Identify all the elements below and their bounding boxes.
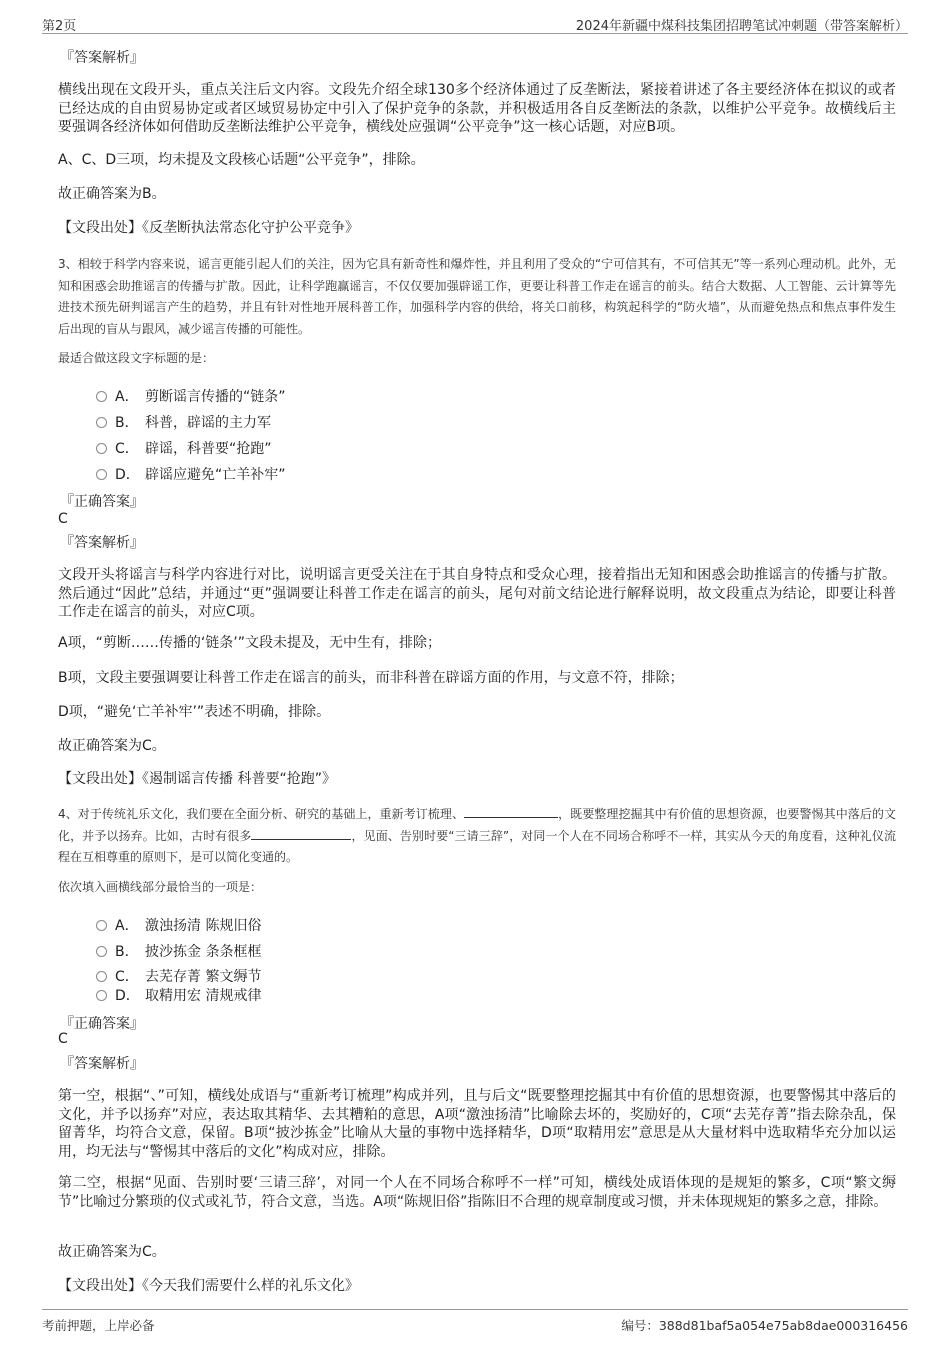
footer-serial: 编号：388d81baf5a054e75ab8dae000316456 xyxy=(621,1318,908,1333)
q4-conclusion: 故正确答案为C。 xyxy=(58,1244,166,1260)
q3-correct-label: 『正确答案』 xyxy=(60,494,144,510)
q3-option-c[interactable]: C． 辟谣，科普要“抢跑” xyxy=(96,438,272,458)
q4-option-b[interactable]: B． 披沙拣金 条条框框 xyxy=(96,941,261,961)
radio-icon[interactable] xyxy=(96,920,107,931)
q3-option-d[interactable]: D． 辟谣应避免“亡羊补牢” xyxy=(96,464,286,484)
q4-prompt: 依次填入画横线部分最恰当的一项是： xyxy=(58,880,263,894)
q4-analysis-label: 『答案解析』 xyxy=(60,1056,144,1072)
q3-conclusion: 故正确答案为C。 xyxy=(58,738,166,754)
q3-option-b[interactable]: B． 科普，辟谣的主力军 xyxy=(96,412,271,432)
q3-analysis-paragraph: 文段开头将谣言与科学内容进行对比，说明谣言更受关注在于其自身特点和受众心理，接着指出无知和困惑会助推谣言的传播与扩散。然后通过“因此”总结，并通过“更”强调要让科普工作走在谣言的前头，尾句对前文结论进行解释说明，故文段重点为结论，即要让科普工作走在谣言的前头，对应C项。 xyxy=(58,567,896,620)
q4-blank-2 xyxy=(251,827,351,840)
page-footer xyxy=(42,1309,908,1338)
q2-source: 【文段出处】《反垄断执法常态化守护公平竞争》 xyxy=(58,220,359,236)
q3-note-b: B项，文段主要强调要让科普工作走在谣言的前头，而非科普在辟谣方面的作用，与文意不符，排除； xyxy=(58,670,684,686)
radio-icon[interactable] xyxy=(96,469,107,480)
q3-source: 【文段出处】《遏制谣言传播 科普要“抢跑”》 xyxy=(58,771,336,787)
radio-icon[interactable] xyxy=(96,990,107,1001)
radio-icon[interactable] xyxy=(96,443,107,454)
footer-slogan: 考前押题，上岸必备 xyxy=(42,1318,155,1333)
q4-option-a[interactable]: A． 激浊扬清 陈规旧俗 xyxy=(96,915,261,935)
radio-icon[interactable] xyxy=(96,391,107,402)
q4-analysis-paragraph-1: 第一空，根据“、”可知，横线处成语与“重新考订梳理”构成并列，且与后文“既要整理挖掘其中有价值的思想资源，也要警惕其中落后的文化，并予以扬弃”对应，表达取其精华、去其糟粕的意思，A项“激浊扬清”比喻除去坏的，奖励好的，C项“去芜存菁”指去除杂乱，保留菁华，均符合文意，保留。B项“披沙拣金”比喻从大量的事物中选择精华，D项“取精用宏”意思是从大量材料中选取精华充分加以运用，均无法与“警惕其中落后的文化”构成对应，排除。 xyxy=(58,1088,896,1160)
q2-conclusion: 故正确答案为B。 xyxy=(58,186,166,202)
q3-question-text: 3、相较于科学内容来说，谣言更能引起人们的关注，因为它具有新奇性和爆炸性，并且利用了受众的“宁可信其有，不可信其无”等一系列心理动机。此外，无知和困惑会助推谣言的传播与扩散。因此，让科学跑赢谣言，不仅仅要加强辟谣工作，更要让科普工作走在谣言的前头。结合大数据、人工智能、云计算等先进技术预先研判谣言产生的趋势，并且有针对性地开展科普工作，加强科学内容的供给，将关口前移，构筑起科学的“防火墙”，从而避免热点和焦点事件发生后出现的盲从与跟风，减少谣言传播的可能性。 xyxy=(58,257,896,336)
q4-analysis-paragraph-2: 第二空，根据“见面、告别时要‘三请三辞’，对同一个人在不同场合称呼不一样”可知，横线处成语体现的是规矩的繁多，C项“繁文缛节”比喻过分繁琐的仪式或礼节，符合文意，当选。A项“陈规旧俗”指陈旧不合理的规章制度或习惯，并未体现规矩的繁多之意，排除。 xyxy=(58,1175,896,1210)
q4-correct-label: 『正确答案』 xyxy=(60,1016,144,1032)
q4-option-d[interactable]: D． 取精用宏 清规戒律 xyxy=(96,985,261,1005)
q3-option-a[interactable]: A． 剪断谣言传播的“链条” xyxy=(96,386,286,406)
q4-source: 【文段出处】《今天我们需要什么样的礼乐文化》 xyxy=(58,1278,359,1294)
radio-icon[interactable] xyxy=(96,971,107,982)
q4-blank-1 xyxy=(464,805,558,818)
document-title: 2024年新疆中煤科技集团招聘笔试冲刺题（带答案解析） xyxy=(575,19,908,34)
q2-analysis-paragraph: 横线出现在文段开头，重点关注后文内容。文段先介绍全球130多个经济体通过了反垄断法，紧接着讲述了各主要经济体在拟议的或者已经达成的自由贸易协定或者区域贸易协定中引入了保护竞争的条款，并积极适用各自反垄断法的条款，以维护公平竞争。故横线后主要强调各经济体如何借助反垄断法维护公平竞争，横线处应强调“公平竞争”这一核心话题，对应B项。 xyxy=(58,82,896,135)
q2-exclusion: A、C、D三项，均未提及文段核心话题“公平竞争”，排除。 xyxy=(58,152,425,168)
q3-prompt: 最适合做这段文字标题的是： xyxy=(58,351,215,365)
q4-option-c[interactable]: C． 去芜存菁 繁文缛节 xyxy=(96,966,261,986)
page-number: 第2页 xyxy=(42,19,77,34)
q4-question-text: 4、对于传统礼乐文化，我们要在全面分析、研究的基础上，重新考订梳理、 ，既要整理挖掘其中有价值的思想资源，也要警惕其中落后的文化，并予以扬弃。比如，古时有很多 ，见面、告别时要“三请三辞”，对同一个人在不同场合称呼不一样，其实从今天的角度看，这种礼仪流程在互相尊重的原则下，是可以简化变通的。 xyxy=(58,807,896,864)
page-header xyxy=(42,11,908,34)
q4-correct-answer: C xyxy=(58,1031,68,1047)
q3-note-a: A项，“剪断……传播的‘链条’”文段未提及，无中生有，排除； xyxy=(58,635,441,651)
q3-correct-answer: C xyxy=(58,511,68,527)
q3-note-d: D项，“避免‘亡羊补牢’”表述不明确，排除。 xyxy=(58,704,331,720)
radio-icon[interactable] xyxy=(96,946,107,957)
q2-analysis-label: 『答案解析』 xyxy=(60,50,144,66)
q3-analysis-label: 『答案解析』 xyxy=(60,535,144,551)
radio-icon[interactable] xyxy=(96,417,107,428)
